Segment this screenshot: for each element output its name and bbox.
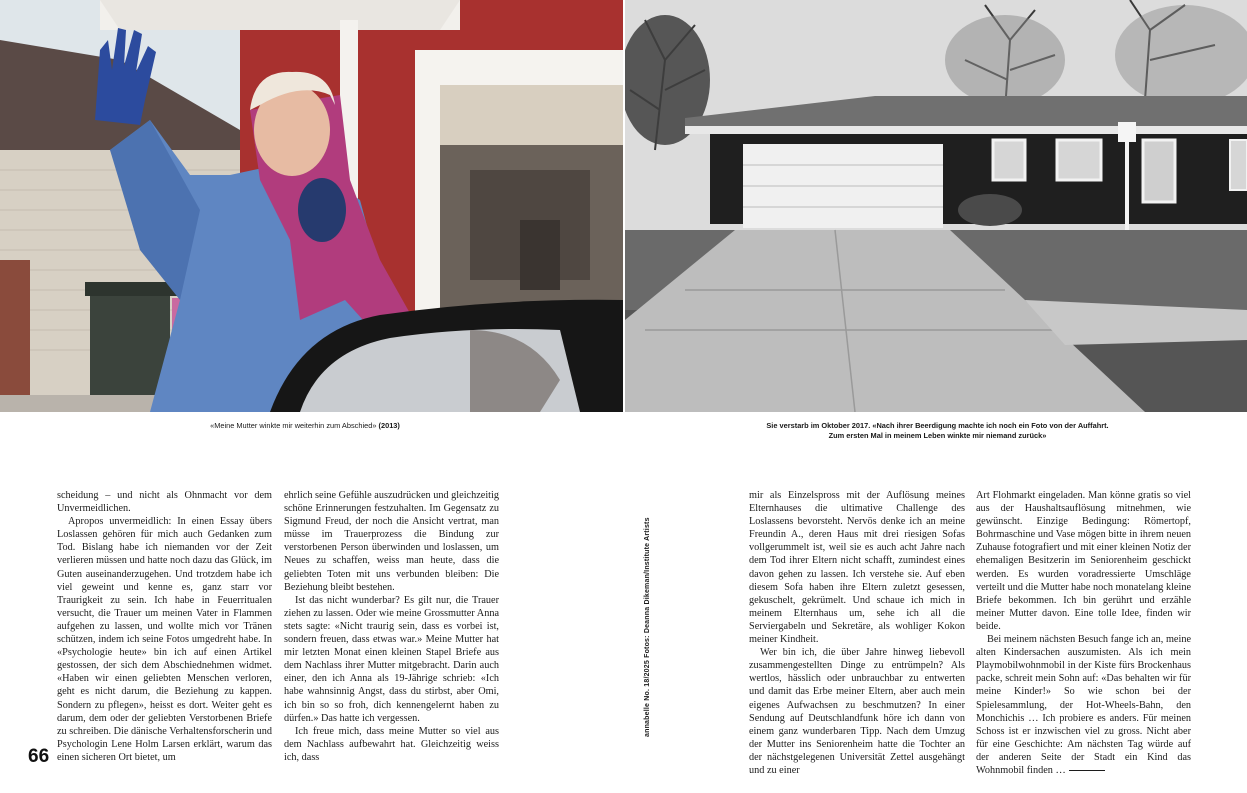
text-column-3	[749, 489, 965, 777]
paragraph-text: Bei meinem nächsten Besuch fange ich an, meine alten Kindersachen auszumisten. Als ich mein Playmobilwohnmobil in der Kiste fürs Brockenhaus packe, schreit mein Sohn auf: «Das behalten wir für meine Kinder!» So wie schon bei der Spielesammlung, der Hot-Wheels-Bahn, den Monchichis … Ich probiere es anders. Für meinen Schoss ist er inzwischen viel zu gross. Nicht aber für eine Geschichte: Am nächsten Tag würde auf der anderen Seite der Stadt ein Kind das Wohnmobil finden …	[976, 634, 1191, 776]
issue-and-photo-credit: annabelle No. 18/2025 Fotos: Deanna Dikeman/Institute Artists	[644, 517, 651, 737]
paragraph: mir als Einzelspross mit der Auflösung meines Elternhauses die ultimative Challenge des Loslassens bevorsteht. Nervös denke ich an meine Freundin A., deren Haus mit drei riesigen Sofas vollgerummelt ist, weil sie es auch acht Jahre nach dem Tod ihrer Eltern nicht schafft, zumindest eines davon gehen zu lassen. Ich verstehe sie. Auf eben diesem Sofa haben ihre Eltern zuletzt gesessen, gekuschelt, gekrümelt. Und schaue ich mich in meinem Elternhaus um, sehe ich all die Serviergabeln und Sekretäre, als wohliger Kokon meiner Kindheit.	[749, 490, 965, 646]
text-column-1	[57, 489, 272, 764]
text-column-2	[284, 489, 499, 764]
paragraph: Ich freue mich, dass meine Mutter so viel aus dem Nachlass aufbewahrt hat. Gleichzeitig weiss ich, dass	[284, 725, 499, 763]
caption-right-line-2: Zum ersten Mal in meinem Leben winkte mir niemand zurück»	[828, 431, 1047, 440]
caption-right-line-1: Sie verstarb im Oktober 2017. «Nach ihrer Beerdigung machte ich noch ein Foto von der Auffahrt.	[766, 421, 1109, 430]
caption-left	[150, 421, 460, 431]
photo-house-driveway-image	[625, 0, 1247, 412]
paragraph: Art Flohmarkt eingeladen. Man könne gratis so viel aus der Haushaltsauflösung mitnehmen, wie gewünscht. Einzige Bedingung: Römertopf, Bohrmaschine und Vase mögen bitte in ihrem neuen Zuhause fotografiert und mit einer kleinen Notiz der ehemaligen Besitzerin im Seniorenheim geschickt werden. Es wurden voradressierte Umschläge verteilt und die Mutter habe noch monatelang kleine Briefe bekommen. Ich bin gerührt und erzähle meiner Mutter davon. Eine tolle Idee, finden wir beide.	[976, 490, 1191, 632]
caption-left-quote: «Meine Mutter winkte mir weiterhin zum Abschied»	[210, 421, 379, 430]
paragraph: ehrlich seine Gefühle auszudrücken und gleichzeitig schöne Erinnerungen festzuhalten. Im Gegensatz zu Sigmund Freud, der noch die Ansicht vertrat, man müsse im Trauerprozess die Bindung zur verstorbenen Person überwinden und loslassen, um Neues zu schaffen, weiss man heute, dass die geliebten Toten mit uns verbunden bleiben: Die Beziehung bleibt bestehen.	[284, 490, 499, 593]
text-column-4	[976, 489, 1191, 777]
caption-right	[720, 421, 1155, 441]
paragraph: scheidung – und nicht als Ohnmacht vor dem Unvermeidlichen.	[57, 490, 272, 515]
paragraph: Ist das nicht wunderbar? Es gilt nur, die Trauer ziehen zu lassen. Oder wie meine Grossmutter Anna stets sagte: «Nicht traurig sein, dass es vorbei ist, sondern freuen, dass etwas war.» Meine Mutter hat mir letzten Monat einen kleinen Stapel Briefe aus dem Nachlass ihrer Mutter mitgebracht. Darin auch einer, den ich Anna als 19-Jährige schrieb: «Ich habe wahnsinnig Angst, dass du stirbst, aber Omi, ich bin so so froh, dich kennengelernt haben zu dürfen.» Das hatte ich vergessen.	[284, 594, 499, 724]
photo-woman-waving-image	[0, 0, 623, 412]
photo-house-driveway	[625, 0, 1247, 412]
page-number: 66	[28, 746, 50, 767]
paragraph: Apropos unvermeidlich: In einen Essay übers Loslassen gehören für mich auch Gedanken zum Tod. Bislang habe ich niemanden vor der Zeit verlieren müssen und hatte noch dazu das Glück, im Guten auseinanderzugehen. Und trotzdem habe ich viel geweint und kenne es, ganz starr vor Traurigkeit zu sein. Ich habe in Feuerritualen versucht, die Trauer um meinen Vater in Flammen aufgehen zu lassen, und wollte mich vor Tränen schützen, indem ich seine Fotos umgedreht habe. In «Psychologie heute» bin ich auf einen Artikel gestossen, der sich dem Abschiednehmen widmet. «Haben wir einen geliebten Menschen verloren, geht es nicht darum, die Beziehung zu kappen. Sondern zu pflegen», heisst es dort. Weiter geht es darum, dem oder der geliebten Verstorbenen Briefe zu schreiben. Die dänische Verhaltensforscherin und Psychologin Lene Holm Larsen erklärt, warum das einen sicheren Ort bietet, um	[57, 516, 272, 763]
paragraph	[976, 633, 1191, 777]
paragraph: Wer bin ich, die über Jahre hinweg liebevoll zusammengestellten Dinge zu entrümpeln? Als wertlos, hässlich oder unbrauchbar zu entwerten und damit das Erbe meiner Eltern, aber auch mein eigenes Aufwachsen zu beschmutzen? In einer Sendung auf Deutschlandfunk höre ich dann von einem ganz wunderbaren Tipp. Nach dem Umzug der Mutter ins Seniorenheim hatte die Tochter an der nächstgelegenen Universität Zettel ausgehängt und zu einer	[749, 647, 965, 776]
photo-woman-waving	[0, 0, 623, 412]
end-of-article-mark	[1069, 770, 1105, 771]
caption-left-year: (2013)	[378, 421, 400, 430]
